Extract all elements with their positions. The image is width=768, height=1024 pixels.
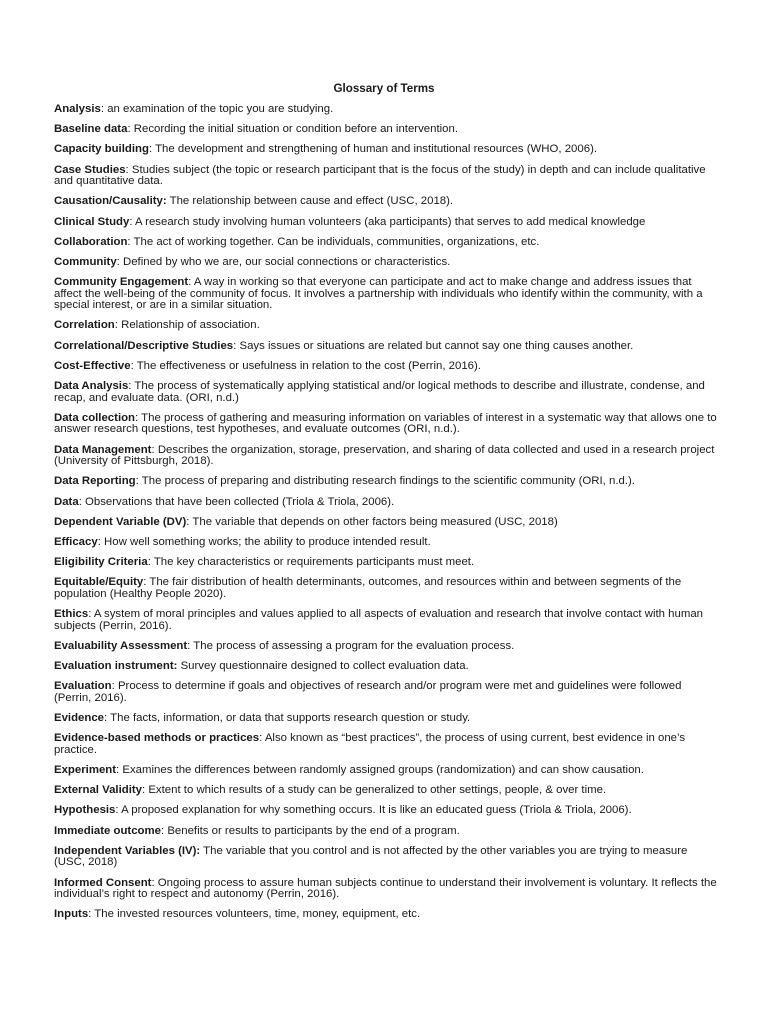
glossary-separator: : — [186, 515, 190, 528]
glossary-definition: The invested resources volunteers, time, money, equipment, etc. — [91, 908, 421, 921]
glossary-definition: The act of working together. Can be individuals, communities, organizations, etc. — [130, 235, 540, 248]
glossary-term: Ethics — [54, 608, 89, 621]
glossary-separator: : — [135, 411, 139, 424]
glossary-separator: : — [127, 235, 131, 248]
glossary-entry — [54, 104, 718, 116]
glossary-definition: Survey questionnaire designed to collect evaluation data. — [177, 660, 469, 673]
glossary-term: Cost-Effective — [54, 359, 131, 372]
glossary-term: Evaluation — [54, 680, 112, 693]
glossary-separator: : — [147, 556, 151, 569]
glossary-definition: The process of systematically applying statistical and/or logical methods to describe and illustrate, condense, and recap, and evaluate data. (ORI, n.d.) — [54, 380, 705, 404]
glossary-definition: Relationship of association. — [117, 319, 260, 332]
glossary-separator: : — [116, 764, 120, 776]
glossary-term: Analysis — [54, 103, 101, 115]
glossary-term: Equitable/Equity — [54, 576, 144, 589]
glossary-definition: How well something works; the ability to produce intended result. — [100, 535, 431, 548]
glossary-definition: Also known as “best practices”, the process of using current, best evidence in one’s practice. — [54, 732, 686, 756]
glossary-definition: Describes the organization, storage, preservation, and sharing of data collected and used in a research project (University of Pittsburgh, 2018). — [54, 443, 715, 468]
glossary-entry — [54, 609, 718, 632]
glossary-term: Efficacy — [54, 535, 98, 548]
glossary-entry — [54, 517, 718, 529]
glossary-separator: : — [233, 339, 237, 352]
glossary-separator: : — [129, 215, 133, 228]
glossary-list — [54, 104, 718, 930]
glossary-definition: The process of preparing and distributing research findings to the scientific community (ORI, n.d.). — [138, 475, 635, 488]
glossary-term: Evidence-based methods or practices — [54, 732, 260, 745]
glossary-entry — [54, 733, 718, 756]
glossary-separator: : — [111, 680, 115, 693]
glossary-term: Eligibility Criteria — [54, 556, 148, 569]
glossary-entry — [54, 846, 718, 869]
glossary-entry — [54, 497, 718, 509]
glossary-separator: : — [187, 639, 191, 652]
glossary-separator: : — [142, 784, 146, 797]
glossary-term: Informed Consent — [54, 876, 152, 889]
glossary-separator: : — [88, 608, 92, 621]
glossary-separator: : — [130, 359, 134, 372]
glossary-entry — [54, 341, 718, 353]
glossary-definition: Ongoing process to assure human subjects continue to understand their involvement is voluntary. It reflects the individual’s right to respect and autonomy (Perrin, 2016). — [54, 876, 717, 901]
glossary-term: Causation/Causality: — [54, 195, 167, 208]
glossary-term: Community — [54, 255, 117, 268]
glossary-term: Immediate outcome — [54, 824, 161, 837]
glossary-definition: Recording the initial situation or condition before an intervention. — [130, 123, 458, 136]
glossary-separator: : — [135, 475, 139, 488]
glossary-definition: The process of gathering and measuring information on variables of interest in a systematic way that allows one to answer research questions, test hypotheses, and evaluate outcomes (ORI, n.d.). — [54, 411, 717, 436]
glossary-entry — [54, 557, 718, 569]
glossary-separator: : — [151, 443, 155, 456]
glossary-term: Evaluation instrument: — [54, 660, 178, 673]
glossary-term: Data — [54, 495, 79, 508]
glossary-definition: The key characteristics or requirements participants must meet. — [150, 556, 475, 569]
glossary-term: Evidence — [54, 712, 105, 725]
glossary-term: External Validity — [54, 784, 142, 797]
glossary-entry — [54, 257, 718, 269]
glossary-definition: The relationship between cause and effect (USC, 2018). — [166, 195, 454, 208]
glossary-term: Correlation — [54, 319, 115, 332]
glossary-separator: : — [148, 143, 153, 156]
glossary-term: Baseline data — [54, 123, 128, 136]
glossary-definition: Observations that have been collected (Triola & Triola, 2006). — [81, 495, 395, 508]
glossary-term: Clinical Study — [54, 215, 130, 228]
glossary-entry — [54, 476, 718, 488]
glossary-definition: The fair distribution of health determinants, outcomes, and resources within and between segments of the population (Healthy People 2020). — [54, 576, 682, 600]
glossary-separator: : — [143, 576, 147, 589]
glossary-entry — [54, 144, 718, 156]
glossary-term: Experiment — [54, 764, 117, 776]
glossary-entry — [54, 713, 718, 725]
glossary-entry — [54, 878, 718, 901]
glossary-definition: The process of assessing a program for the evaluation process. — [190, 639, 515, 652]
glossary-separator: : — [104, 712, 108, 725]
glossary-entry — [54, 641, 718, 653]
glossary-entry — [54, 909, 718, 921]
glossary-separator: : — [125, 163, 129, 176]
glossary-separator: : — [115, 804, 119, 817]
glossary-term: Evaluability Assessment — [54, 639, 188, 652]
page-title: Glossary of Terms — [333, 82, 435, 95]
glossary-definition: The variable that you control and is not affected by the other variables you are trying to measure (USC, 2018) — [54, 844, 688, 869]
glossary-term: Capacity building — [54, 143, 149, 156]
glossary-definition: A system of moral principles and values applied to all aspects of evaluation and research that involve contact with human subjects (Perrin, 2016). — [54, 608, 703, 632]
glossary-separator: : — [259, 732, 263, 745]
glossary-entry — [54, 361, 718, 373]
glossary-entry — [54, 765, 718, 777]
glossary-entry — [54, 537, 718, 549]
glossary-separator: : — [127, 123, 131, 136]
glossary-entry — [54, 826, 718, 838]
glossary-term: Inputs — [54, 908, 89, 921]
glossary-entry — [54, 320, 718, 332]
glossary-entry — [54, 577, 718, 600]
glossary-entry — [54, 196, 718, 208]
glossary-entry — [54, 381, 718, 404]
glossary-entry — [54, 661, 718, 673]
glossary-entry — [54, 237, 718, 249]
glossary-entry — [54, 785, 718, 797]
glossary-term: Data Analysis — [54, 380, 129, 393]
glossary-entry — [54, 445, 718, 468]
glossary-separator: : — [128, 380, 132, 393]
glossary-separator: : — [188, 276, 192, 289]
glossary-definition: Benefits or results to participants by the end of a program. — [164, 824, 460, 837]
glossary-term: Dependent Variable (DV) — [54, 515, 187, 528]
glossary-term: Collaboration — [54, 235, 128, 248]
glossary-entry — [54, 277, 718, 312]
glossary-definition: The variable that depends on other factors being measured (USC, 2018) — [189, 515, 558, 528]
glossary-term: Hypothesis — [54, 804, 116, 817]
glossary-separator: : — [78, 495, 82, 508]
glossary-entry — [54, 165, 718, 188]
glossary-definition: The effectiveness or usefulness in relation to the cost (Perrin, 2016). — [133, 359, 481, 372]
glossary-definition: an examination of the topic you are studying. — [104, 103, 334, 115]
glossary-definition: Defined by who we are, our social connections or characteristics. — [119, 255, 451, 268]
glossary-separator: : — [88, 908, 92, 921]
glossary-definition: The facts, information, or data that supports research question or study. — [107, 712, 471, 725]
glossary-term: Data collection — [54, 411, 136, 424]
glossary-separator: : — [151, 876, 155, 889]
glossary-separator: : — [100, 103, 105, 115]
glossary-definition: A research study involving human volunteers (aka participants) that serves to add medical knowledge — [132, 215, 646, 228]
glossary-term: Data Reporting — [54, 475, 136, 488]
glossary-definition: The development and strengthening of human and institutional resources (WHO, 2006). — [152, 143, 598, 156]
glossary-definition: A proposed explanation for why something occurs. It is like an educated guess (Triola & Triola, 2006). — [118, 804, 632, 817]
glossary-entry — [54, 805, 718, 817]
glossary-definition: Process to determine if goals and objectives of research and/or program were met and guidelines were followed (Perrin, 2016). — [54, 680, 682, 704]
glossary-entry — [54, 124, 718, 136]
glossary-entry — [54, 413, 718, 436]
glossary-separator: : — [160, 824, 165, 837]
glossary-definition: A way in working so that everyone can participate and act to make change and address issues that affect the well-being of the community of focus. It involves a partnership with individuals who identify within the community, with a special interest, or are in a similar situation. — [54, 276, 703, 312]
glossary-entry — [54, 681, 718, 704]
glossary-term: Case Studies — [54, 163, 126, 176]
glossary-definition: Extent to which results of a study can be generalized to other settings, people, & over time. — [145, 784, 607, 797]
glossary-definition: Examines the differences between randomly assigned groups (randomization) and can show causation. — [119, 764, 644, 776]
glossary-term: Correlational/Descriptive Studies — [54, 339, 234, 352]
glossary-separator: : — [97, 535, 101, 548]
glossary-term: Data Management — [54, 443, 152, 456]
glossary-separator: : — [114, 319, 118, 332]
glossary-definition: Studies subject (the topic or research participant that is the focus of the study) in depth and can include qualitative and quantitative data. — [54, 163, 706, 188]
glossary-definition: Says issues or situations are related but cannot say one thing causes another. — [236, 339, 634, 352]
glossary-entry — [54, 217, 718, 229]
glossary-term: Independent Variables (IV): — [54, 844, 201, 857]
glossary-separator: : — [116, 255, 120, 268]
glossary-term: Community Engagement — [54, 276, 189, 289]
